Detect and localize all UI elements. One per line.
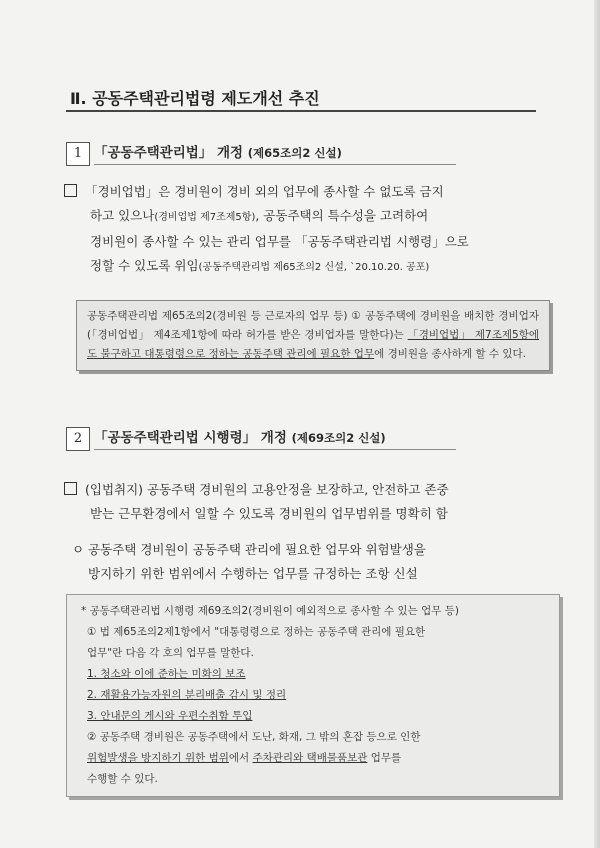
note-underlined: 위험발생을 방지하기 위한 범위 [87, 752, 229, 764]
paragraph-text: (입법취지) 공동주택 경비원의 고용안정을 보장하고, 안전하고 존중 [85, 482, 449, 497]
paragraph-text: , 공동주택의 특수성을 고려하여 [255, 208, 429, 223]
paragraph-line [64, 254, 544, 280]
note-item: 2. 재활용가능자원의 분리배출 감시 및 정리 [87, 689, 287, 701]
paragraph-text: 「경비업법」은 경비원이 경비 외의 업무에 종사할 수 없도록 금지 [85, 184, 444, 199]
subheading-2 [66, 427, 456, 451]
note-item: 1. 청소와 이에 준하는 미화의 보조 [87, 668, 246, 680]
page-edge [594, 0, 600, 848]
law-citation: (공동주택관리법 제65조의2 신설, `20.10.20. 공포) [198, 262, 430, 273]
paragraph-text: 하고 있으나 [90, 208, 155, 223]
note-title: * 공동주택관리법 시행령 제69조의2(경비원이 예외적으로 종사할 수 있는 업무 등) [81, 605, 459, 617]
subheading-title-text: 「공동주택관리법」 개정 [94, 145, 244, 161]
paragraph-line [64, 478, 544, 502]
note-underlined: 주차관리와 택배물품보관 [252, 752, 368, 764]
bullet-line: ㅇ 공동주택 경비원이 공동주택 관리에 필요한 업무와 위험발생을 [72, 542, 426, 557]
checkbox-icon [64, 482, 77, 495]
subheading-title [94, 427, 456, 450]
note-line: ① 법 제65조의2제1항에서 "대통령령으로 정하는 공동주택 관리에 필요한 [87, 626, 426, 638]
bullet-paragraph [72, 538, 552, 586]
subheading-ref: (제65조의2 신설) [247, 146, 342, 160]
paragraph-line: 받는 근무환경에서 일할 수 있도록 경비원의 업무범위를 명확히 함 [90, 506, 448, 521]
law-quote-box [76, 300, 550, 371]
note-line: ② 공동주택 경비원은 공동주택에서 도난, 화재, 그 밖의 혼잡 등으로 인한 [87, 731, 421, 743]
quote-text: 에 경비원을 종사하게 할 수 있다. [374, 348, 526, 360]
paragraph-line [64, 180, 544, 204]
quote-underlined: 「경비업법」 제7조제5항에도 불구하고 대통령령으로 정하는 공동주택 관리에 필요한 업무 [87, 329, 539, 360]
note-item: 3. 안내문의 게시와 우편수취함 투입 [87, 710, 253, 722]
paragraph-line [64, 204, 544, 230]
paragraph-text: 정할 수 있도록 위임 [90, 258, 199, 273]
subheading-title [94, 142, 456, 165]
subheading-number: 2 [66, 427, 90, 451]
enforcement-decree-note [66, 594, 560, 797]
bullet-line: 방지하기 위한 범위에서 수행하는 업무를 규정하는 조항 신설 [88, 566, 418, 581]
paragraph-2 [64, 478, 544, 526]
checkbox-icon [64, 184, 77, 197]
note-line [81, 748, 549, 769]
paragraph-1 [64, 180, 544, 280]
law-citation: (경비업법 제7조제5항) [154, 212, 256, 223]
note-text: 업무를 [367, 752, 402, 764]
subheading-ref: (제69조의2 신설) [291, 431, 386, 445]
section-title-text: Ⅱ. 공동주택관리법령 제도개선 추진 [70, 89, 320, 108]
subheading-1 [66, 142, 456, 166]
law-quote-text [87, 307, 539, 364]
subheading-number: 1 [66, 142, 90, 166]
quote-text: 공동주택관리법 제65조의2(경비원 등 근로자의 업무 등) ① 공동주택에 경비원을 배치한 경비업자(「경비업법」 제4조제1항에 따라 허가를 받은 경비업자를 말한다)는 [87, 310, 539, 341]
note-line: 업무"란 다음 각 호의 업무를 말한다. [87, 647, 254, 659]
note-text: 에서 [228, 752, 253, 764]
subheading-title-text: 「공동주택관리법 시행령」 개정 [94, 430, 287, 446]
paragraph-line: 경비원이 종사할 수 있는 관리 업무를 「공동주택관리법 시행령」으로 [90, 234, 469, 249]
note-line: 수행할 수 있다. [87, 773, 158, 785]
section-title [66, 86, 536, 112]
